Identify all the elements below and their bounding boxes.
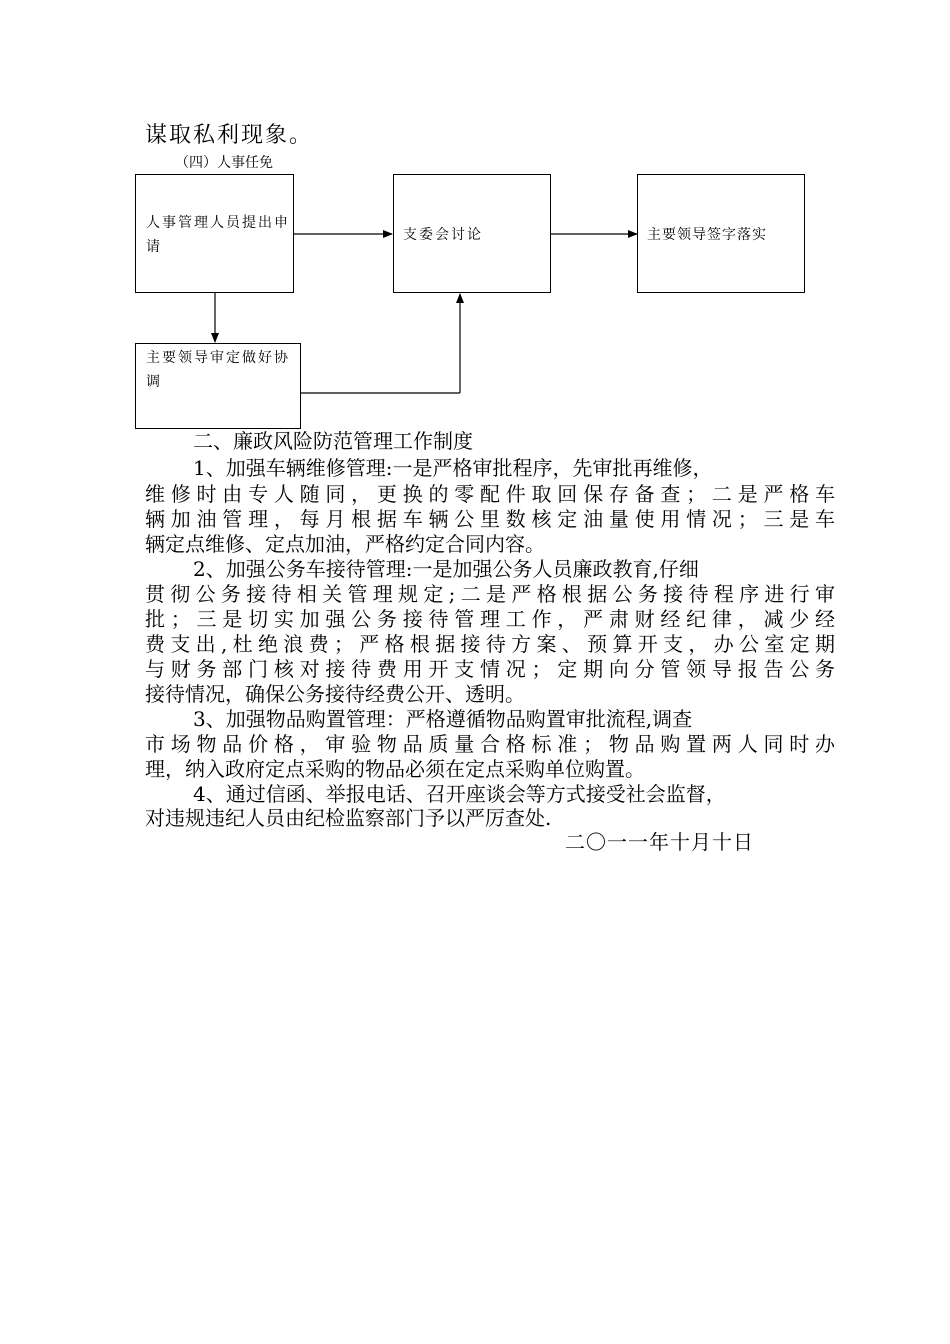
paragraph-line: 理，纳入政府定点采购的物品必须在定点采购单位购置。 xyxy=(145,757,645,781)
flow-box-apply xyxy=(135,174,294,293)
paragraph-line: 维修时由专人随同，更换的零配件取回保存备查；二是严格车 xyxy=(145,482,835,506)
flow-box-sign xyxy=(637,174,805,293)
flow-box-discuss xyxy=(393,174,551,293)
paragraph-line: 贯彻公务接待相关管理规定;二是严格根据公务接待程序进行审 xyxy=(145,582,835,606)
paragraph-line: 市场物品价格，审验物品质量合格标准；物品购置两人同时办 xyxy=(145,732,835,756)
paragraph-line: 4、通过信函、举报电话、召开座谈会等方式接受社会监督， xyxy=(193,782,726,806)
paragraph-line: 批；三是切实加强公务接待管理工作，严肃财经纪律，减少经 xyxy=(145,607,835,631)
section-title: 二、廉政风险防范管理工作制度 xyxy=(193,429,473,453)
paragraph-line: 与财务部门核对接待费用开支情况；定期向分管领导报告公务 xyxy=(145,657,835,681)
subheading: （四）人事任免 xyxy=(175,155,273,171)
flow-box-apply-label: 人事管理人员提出申请 xyxy=(146,215,290,255)
lead-text: 谋取私利现象。 xyxy=(145,123,314,148)
paragraph-line: 1、加强车辆维修管理:一是严格审批程序，先审批再维修， xyxy=(193,456,713,480)
flow-box-review xyxy=(135,343,301,429)
paragraph-line: 对违规违纪人员由纪检监察部门予以严厉查处. xyxy=(145,806,552,830)
document-date: 二〇一一年十月十日 xyxy=(565,830,754,854)
paragraph-line: 费支出,杜绝浪费；严格根据接待方案、预算开支，办公室定期 xyxy=(145,632,835,656)
paragraph-line: 辆加油管理，每月根据车辆公里数核定油量使用情况；三是车 xyxy=(145,507,835,531)
flow-box-discuss-label: 支委会讨论 xyxy=(403,227,483,243)
paragraph-line: 接待情况，确保公务接待经费公开、透明。 xyxy=(145,682,525,706)
flow-box-sign-label: 主要领导签字落实 xyxy=(647,227,767,243)
paragraph-line: 3、加强物品购置管理：严格遵循物品购置审批流程,调查 xyxy=(193,707,693,731)
paragraph-line: 辆定点维修、定点加油，严格约定合同内容。 xyxy=(145,532,545,556)
flow-box-review-label: 主要领导审定做好协调 xyxy=(146,350,290,390)
paragraph-line: 2、加强公务车接待管理:一是加强公务人员廉政教育,仔细 xyxy=(193,557,699,581)
